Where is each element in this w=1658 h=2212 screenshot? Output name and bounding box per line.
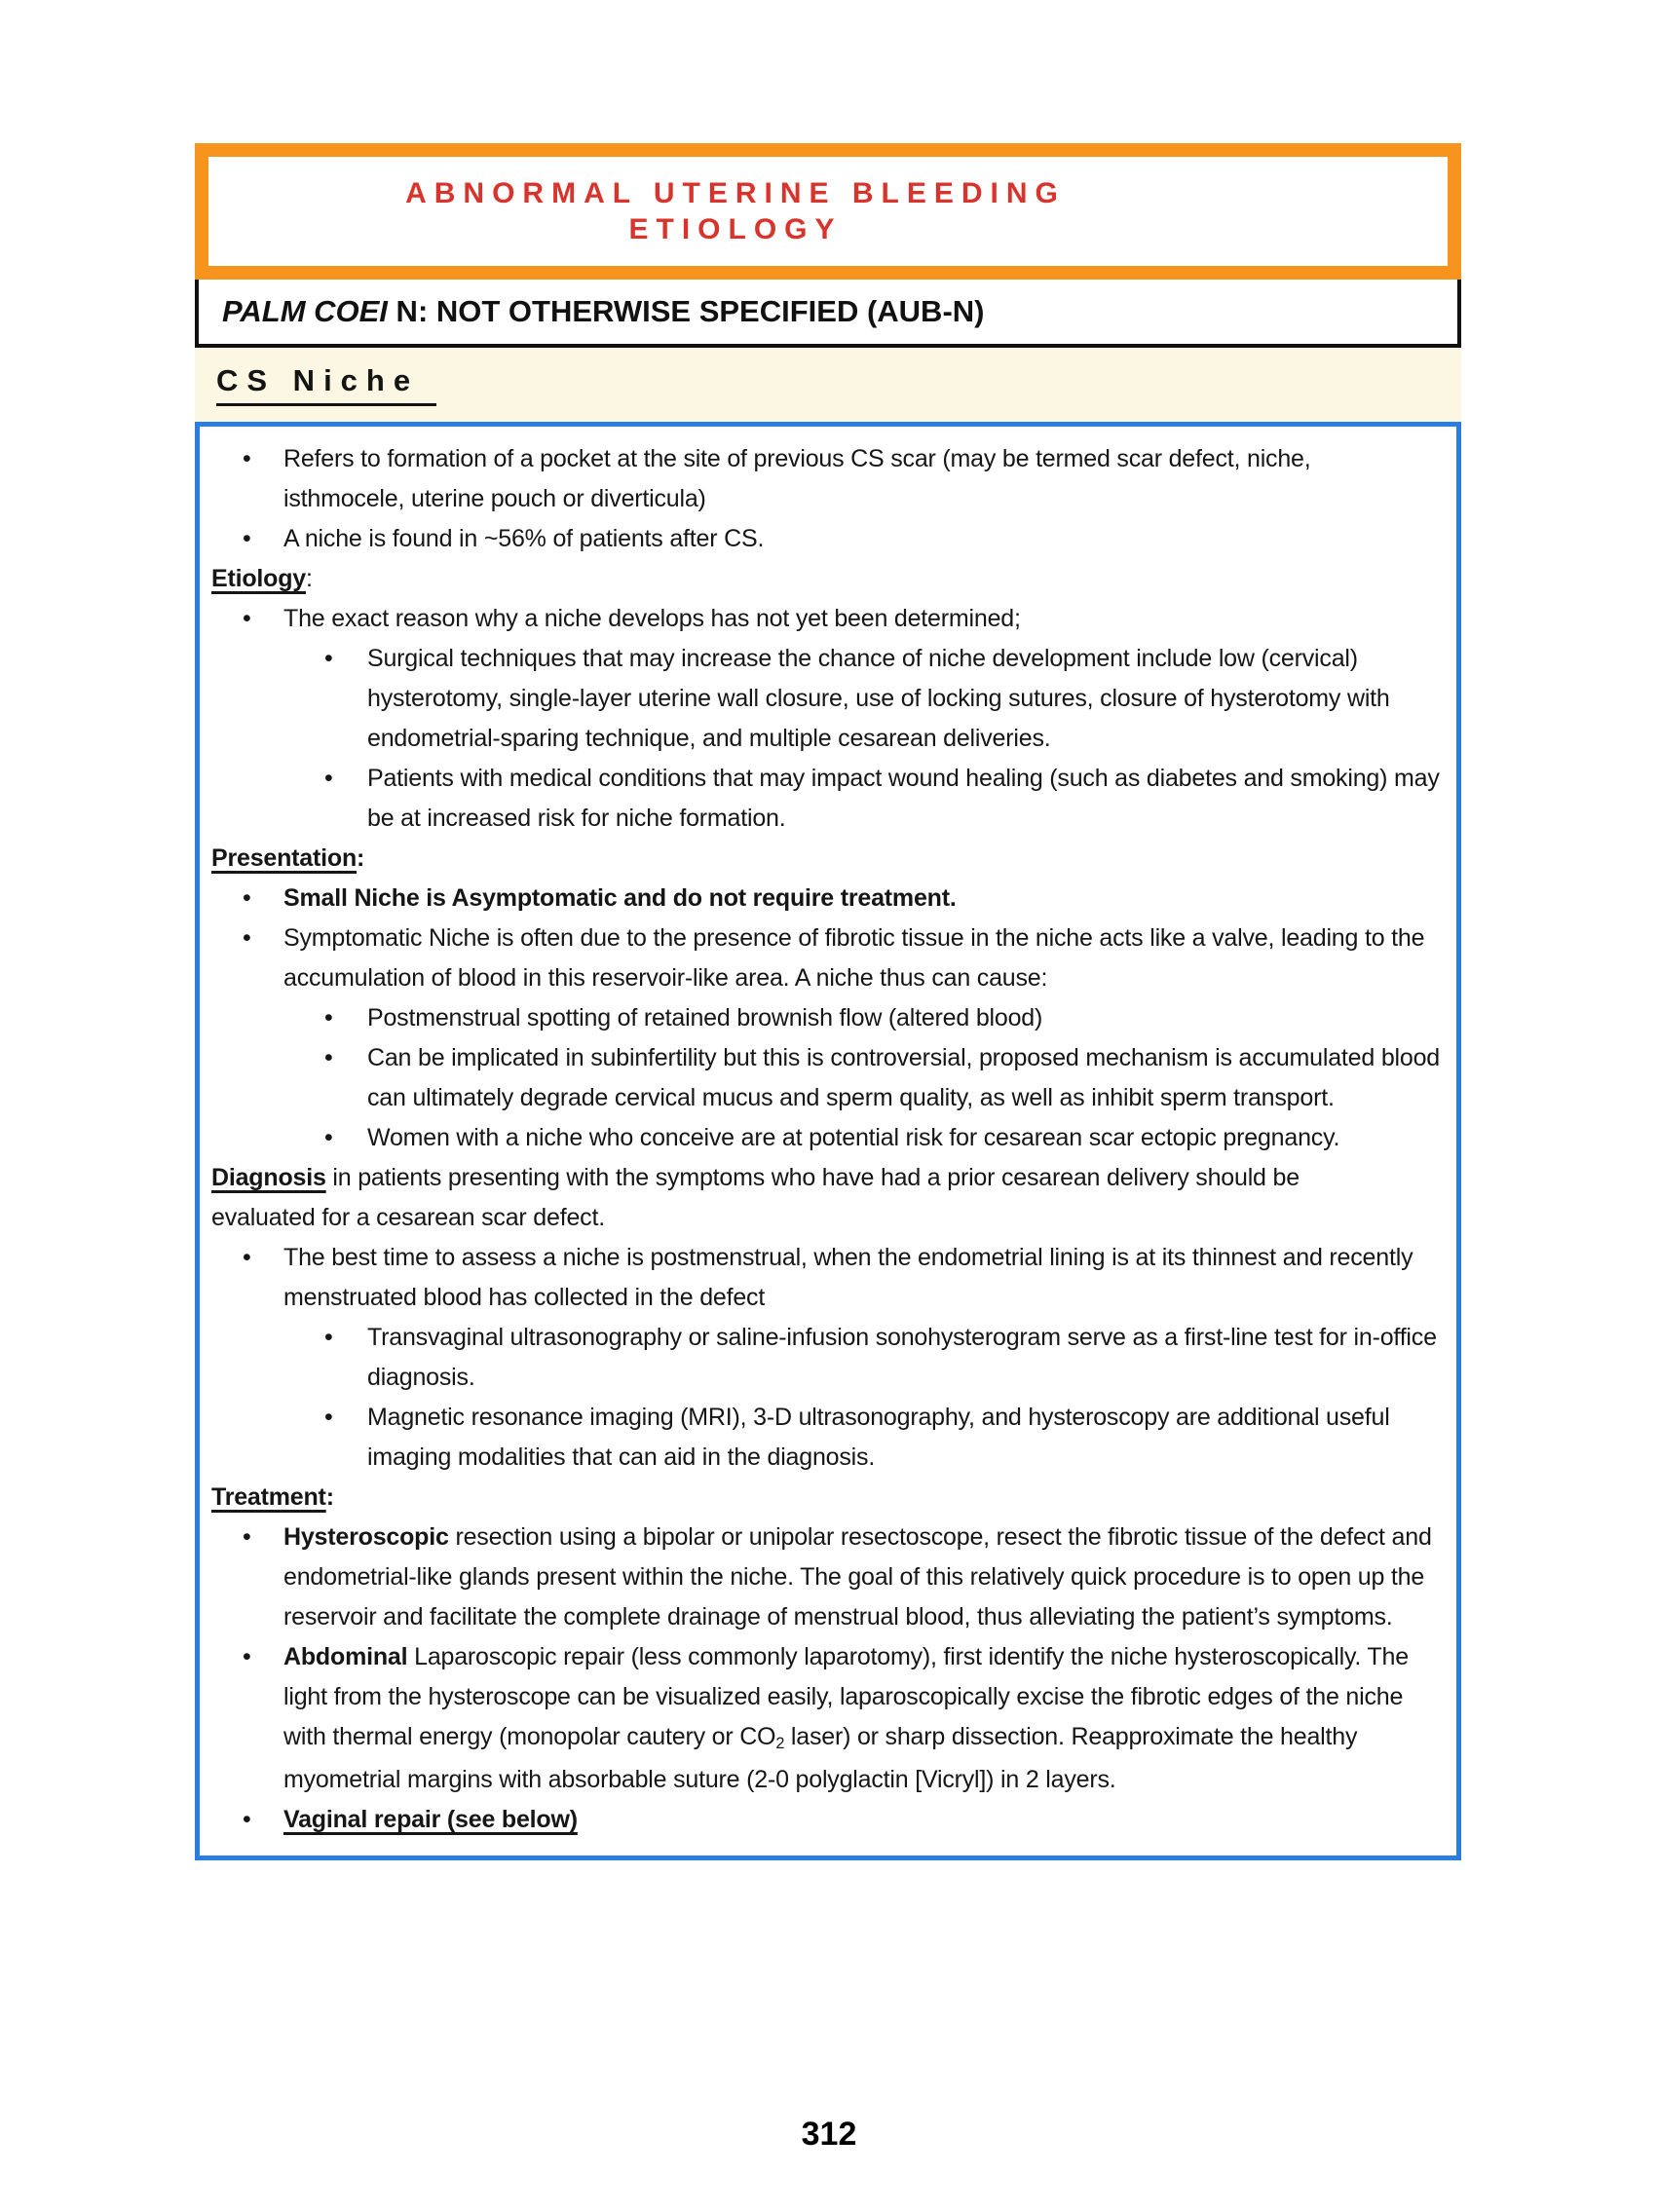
content-box [195, 422, 1461, 1860]
list-item [200, 1800, 1456, 1840]
text-segment: : [325, 1483, 334, 1511]
list-item [200, 919, 1456, 998]
list-item [200, 519, 1456, 559]
list-item [200, 639, 1456, 759]
text-segment: 2 [775, 1735, 785, 1753]
list-item [200, 1637, 1456, 1800]
text-segment: The best time to assess a niche is postmenstrual, when the endometrial lining is at its thinnest and recently menstruated blood has collected in the defect [283, 1244, 1413, 1311]
text-segment: Etiology [211, 565, 307, 592]
text-segment: Magnetic resonance imaging (MRI), 3-D ultrasonography, and hysteroscopy are additional useful imaging modalities that can aid in the diagnosis. [367, 1404, 1390, 1471]
text-segment: resection using a bipolar or unipolar resectoscope, resect the fibrotic tissue of the defect and endometrial-like glands present within the niche. The goal of this relatively quick procedure is to open up the reservoir and facilitate the complete drainage of menstrual blood, thus alleviating the patient’s symptoms. [283, 1523, 1432, 1631]
text-segment: laser) or sharp dissection. Reapproximate the healthy myometrial margins with absorbable suture (2-0 polyglactin [Vicryl]) in 2 layers. [283, 1723, 1358, 1793]
subtitle-bar [195, 280, 1461, 348]
paragraph [200, 1158, 1456, 1238]
text-segment: Small Niche is Asymptomatic and do not require treatment. [283, 884, 957, 912]
text-segment: Women with a niche who conceive are at potential risk for cesarean scar ectopic pregnancy. [367, 1124, 1340, 1151]
text-segment: Presentation [211, 844, 358, 872]
text-segment: Symptomatic Niche is often due to the presence of fibrotic tissue in the niche acts like a valve, leading to the accumulation of blood in this reservoir-like area. A niche thus can cause: [283, 924, 1425, 992]
page-column [195, 0, 1461, 1860]
text-segment: Refers to formation of a pocket at the site of previous CS scar (may be termed scar defect, niche, isthmocele, uterine pouch or diverticula) [283, 445, 1311, 512]
text-segment: Diagnosis [211, 1164, 326, 1191]
text-segment: Can be implicated in subinfertility but this is controversial, proposed mechanism is accumulated blood can ultimately degrade cervical mucus and sperm quality, as well as inhibit sperm transport. [367, 1044, 1440, 1111]
list-item [200, 1238, 1456, 1318]
list-item [200, 1398, 1456, 1478]
text-segment: Treatment [211, 1483, 326, 1511]
text-segment: Surgical techniques that may increase the chance of niche development include low (cervical) hysterotomy, single-layer uterine wall closure, use of locking sutures, closure of hysterotomy with endometrial-sparing technique, and multiple cesarean deliveries. [367, 645, 1390, 752]
list-item [200, 1518, 1456, 1637]
text-segment: Hysteroscopic [283, 1523, 449, 1551]
list-item [200, 998, 1456, 1038]
title-box [195, 143, 1461, 280]
list-item [200, 439, 1456, 519]
paragraph [200, 1478, 1456, 1518]
section-heading: CS Niche [216, 363, 436, 406]
list-item [200, 759, 1456, 839]
text-segment: Vaginal repair (see below) [283, 1806, 578, 1833]
text-segment: Transvaginal ultrasonography or saline-infusion sonohysterogram serve as a first-line test for in-office diagnosis. [367, 1324, 1437, 1391]
list-item [200, 599, 1456, 639]
text-segment: A niche is found in ~56% of patients after CS. [283, 525, 765, 552]
text-segment: Postmenstrual spotting of retained brownish flow (altered blood) [367, 1004, 1043, 1031]
list-item [200, 1038, 1456, 1118]
page-title-line1: ABNORMAL UTERINE BLEEDING [405, 177, 1066, 209]
text-segment: Patients with medical conditions that may impact wound healing (such as diabetes and smoking) may be at increased risk for niche formation. [367, 765, 1440, 832]
text-segment: The exact reason why a niche develops has not yet been determined; [283, 605, 1021, 632]
list-item [200, 879, 1456, 919]
list-item [200, 1318, 1456, 1398]
content-list [200, 439, 1456, 1840]
text-segment: Abdominal [283, 1643, 408, 1670]
page-title-line2: ETIOLOGY [628, 213, 843, 245]
paragraph [200, 839, 1456, 879]
subtitle-italic-text: PALM COEI [222, 294, 388, 328]
section-heading-band [195, 348, 1461, 422]
text-segment: Laparoscopic repair (less commonly laparotomy), first identify the niche hysteroscopically. The light from the hysteroscope can be visualized easily, laparoscopically excise the fibrotic edges of the niche with thermal energy (monopolar cautery or CO [283, 1643, 1409, 1750]
text-segment: : [306, 565, 313, 592]
text-segment: : [357, 844, 365, 872]
page-number: 312 [801, 2116, 857, 2153]
text-segment: in patients presenting with the symptoms who have had a prior cesarean delivery should be evaluated for a cesarean scar defect. [211, 1164, 1300, 1231]
list-item [200, 1118, 1456, 1158]
paragraph [200, 559, 1456, 599]
subtitle-bold-text: N: NOT OTHERWISE SPECIFIED (AUB-N) [387, 294, 985, 328]
